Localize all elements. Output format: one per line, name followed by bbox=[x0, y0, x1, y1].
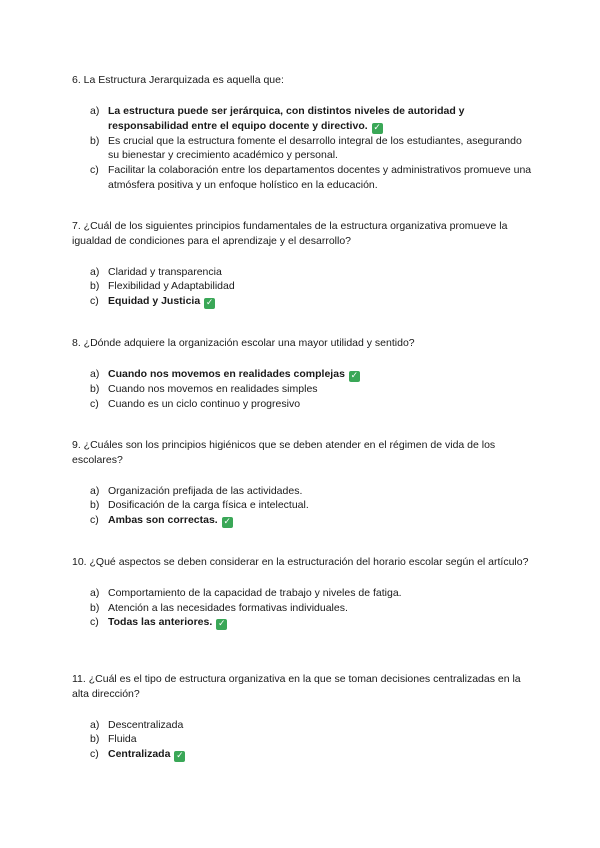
option-c bbox=[72, 615, 532, 630]
option-a bbox=[72, 265, 532, 280]
option-c bbox=[72, 513, 532, 528]
option-list bbox=[72, 104, 532, 193]
question-11 bbox=[72, 672, 532, 762]
option-text: Dosificación de la carga física e intelectual. bbox=[108, 499, 309, 512]
option-list bbox=[72, 586, 532, 631]
question-text: 8. ¿Dónde adquiere la organización escolar una mayor utilidad y sentido? bbox=[72, 337, 415, 349]
question-text: 9. ¿Cuáles son los principios higiénicos que se deben atender en el régimen de vida de los escolares? bbox=[72, 439, 496, 466]
option-text: Atención a las necesidades formativas individuales. bbox=[108, 601, 348, 614]
option-letter: c) bbox=[90, 616, 99, 629]
option-text: Es crucial que la estructura fomente el desarrollo integral de los estudiantes, asegurando su bienestar y crecimiento académico y personal. bbox=[108, 134, 522, 162]
option-letter: b) bbox=[90, 382, 100, 395]
option-letter: c) bbox=[90, 164, 99, 177]
question-9 bbox=[72, 438, 532, 528]
option-b bbox=[72, 601, 532, 616]
check-mark-icon: ✓ bbox=[350, 370, 359, 381]
option-b bbox=[72, 382, 532, 397]
question-text: 11. ¿Cuál es el tipo de estructura organizativa en la que se toman decisiones centralizadas en la alta dirección? bbox=[72, 673, 521, 700]
option-letter: c) bbox=[90, 514, 99, 527]
option-text: Comportamiento de la capacidad de trabajo y niveles de fatiga. bbox=[108, 586, 402, 599]
option-letter: b) bbox=[90, 134, 100, 147]
option-a bbox=[72, 718, 532, 733]
question-10 bbox=[72, 555, 532, 630]
question-text: 7. ¿Cuál de los siguientes principios fundamentales de la estructura organizativa promueve la igualdad de condiciones para el aprendizaje y el desarrollo? bbox=[72, 220, 508, 247]
check-mark-icon: ✓ bbox=[373, 122, 381, 133]
option-letter: a) bbox=[90, 265, 100, 278]
option-text: Ambas son correctas. bbox=[108, 514, 218, 527]
option-letter: b) bbox=[90, 601, 100, 614]
option-letter: b) bbox=[90, 733, 100, 746]
option-text: Cuando nos movemos en realidades complejas bbox=[108, 367, 345, 380]
option-text: Facilitar la colaboración entre los departamentos docentes y administrativos promueve una atmósfera positiva y un enfoque holístico en la educación. bbox=[108, 164, 532, 191]
check-mark-icon: ✓ bbox=[176, 751, 184, 762]
option-letter: a) bbox=[90, 367, 100, 380]
check-mark-icon: ✓ bbox=[223, 517, 231, 528]
option-text: Todas las anteriores. bbox=[108, 616, 213, 629]
option-text: Cuando nos movemos en realidades simples bbox=[108, 382, 318, 395]
option-letter: b) bbox=[90, 499, 100, 512]
option-letter: c) bbox=[90, 397, 99, 410]
option-text: Descentralizada bbox=[108, 718, 184, 731]
option-list bbox=[72, 484, 532, 529]
question-8 bbox=[72, 336, 532, 411]
option-a bbox=[72, 367, 532, 382]
option-list bbox=[72, 367, 532, 412]
option-letter: c) bbox=[90, 748, 99, 761]
option-b bbox=[72, 134, 532, 164]
option-a bbox=[72, 586, 532, 601]
option-letter: a) bbox=[90, 586, 100, 599]
option-list bbox=[72, 265, 532, 310]
option-text: Claridad y transparencia bbox=[108, 265, 222, 278]
question-text: 10. ¿Qué aspectos se deben considerar en la estructuración del horario escolar según el artículo? bbox=[72, 556, 529, 568]
question-7 bbox=[72, 219, 532, 309]
option-letter: a) bbox=[90, 718, 100, 731]
option-letter: a) bbox=[90, 104, 100, 117]
option-a bbox=[72, 104, 532, 134]
option-text: Centralizada bbox=[108, 748, 171, 761]
option-a bbox=[72, 484, 532, 499]
option-text: Equidad y Justicia bbox=[108, 295, 201, 308]
option-text: Fluida bbox=[108, 733, 137, 746]
option-letter: a) bbox=[90, 484, 100, 497]
option-c bbox=[72, 747, 532, 762]
option-letter: b) bbox=[90, 280, 100, 293]
option-text: Organización prefijada de las actividades. bbox=[108, 484, 303, 497]
option-b bbox=[72, 732, 532, 747]
check-mark-icon: ✓ bbox=[205, 298, 214, 309]
option-text: La estructura puede ser jerárquica, con distintos niveles de autoridad y responsabilidad entre el equipo docente y directivo. bbox=[108, 104, 465, 132]
option-c bbox=[72, 294, 532, 309]
option-c bbox=[72, 163, 532, 193]
question-text: 6. La Estructura Jerarquizada es aquella que: bbox=[72, 74, 284, 86]
option-c bbox=[72, 397, 532, 412]
option-text: Cuando es un ciclo continuo y progresivo bbox=[108, 397, 301, 410]
option-b bbox=[72, 498, 532, 513]
question-6 bbox=[72, 73, 532, 193]
option-list bbox=[72, 718, 532, 763]
check-mark-icon: ✓ bbox=[217, 619, 226, 630]
option-text: Flexibilidad y Adaptabilidad bbox=[108, 280, 235, 293]
option-b bbox=[72, 279, 532, 294]
option-letter: c) bbox=[90, 295, 99, 308]
